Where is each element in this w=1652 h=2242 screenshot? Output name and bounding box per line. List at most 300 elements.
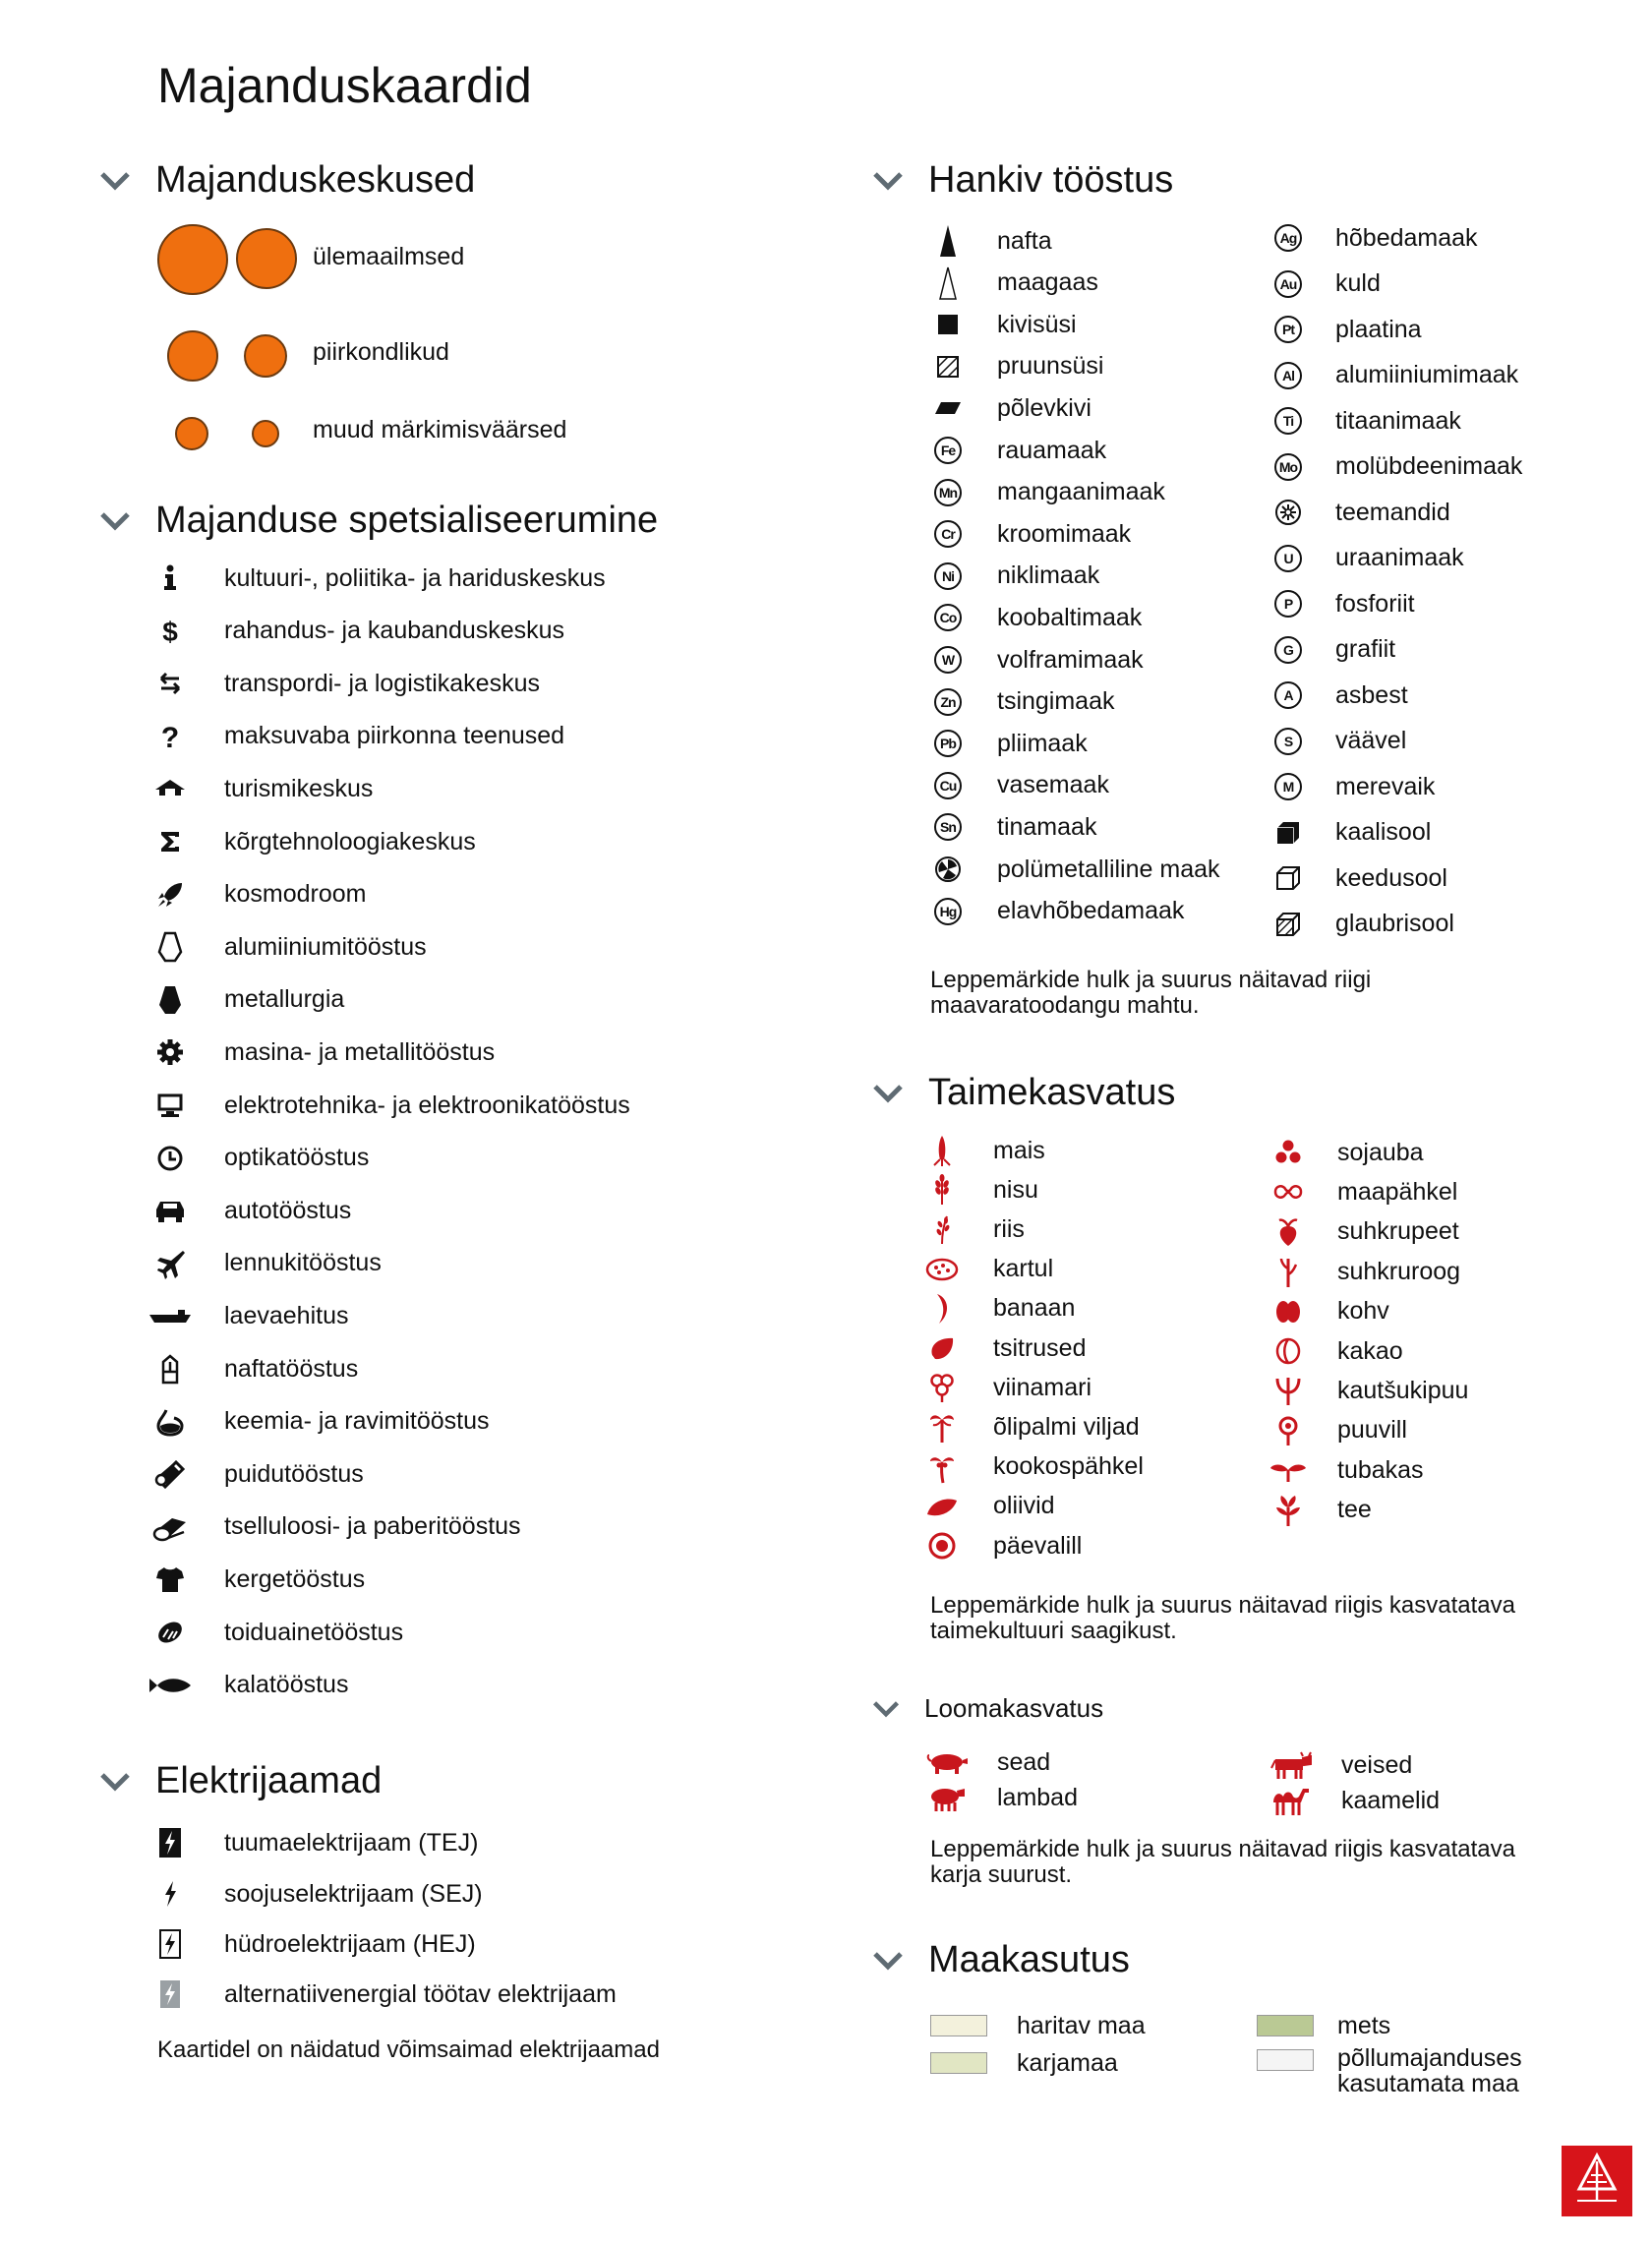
kivisysi-icon bbox=[930, 313, 966, 336]
legend-label: grafiit bbox=[1335, 635, 1396, 663]
crop-item bbox=[924, 1250, 1053, 1289]
crop-item bbox=[924, 1210, 1025, 1249]
legend-label: keedusool bbox=[1335, 863, 1447, 892]
specialization-item bbox=[148, 717, 564, 756]
crop-item bbox=[924, 1289, 1075, 1328]
crop-item bbox=[924, 1170, 1038, 1210]
mineral-symbol-icon: Mn bbox=[930, 479, 966, 506]
cube-dark-icon bbox=[1270, 819, 1306, 847]
thermal-plant-icon bbox=[148, 1877, 193, 1911]
legend-label: viinamari bbox=[993, 1373, 1092, 1401]
mineral-symbol-icon: Au bbox=[1270, 270, 1306, 298]
crop-icon bbox=[1268, 1336, 1308, 1366]
info-icon bbox=[148, 563, 193, 593]
metal-drop-icon bbox=[148, 983, 193, 1017]
question-icon bbox=[148, 722, 193, 751]
shirt-icon bbox=[148, 1564, 193, 1594]
mineral-symbol-icon: Ag bbox=[1270, 224, 1306, 252]
landuse-label: mets bbox=[1337, 2011, 1391, 2039]
legend-label: merevaik bbox=[1335, 772, 1436, 800]
legend-label: piirkondlikud bbox=[313, 338, 449, 366]
legend-label: lennukitööstus bbox=[224, 1249, 382, 1277]
hat-icon bbox=[148, 774, 193, 803]
legend-label: suhkrupeet bbox=[1337, 1217, 1459, 1246]
section-livestock-header[interactable] bbox=[871, 1693, 1103, 1724]
legend-label: hõbedamaak bbox=[1335, 223, 1478, 252]
legend-label: väävel bbox=[1335, 727, 1407, 754]
crop-item bbox=[924, 1526, 1082, 1565]
legend-label: riis bbox=[993, 1214, 1025, 1243]
legend-label: kroomimaak bbox=[997, 519, 1132, 548]
regional-center-dot-large bbox=[167, 330, 218, 382]
gear-icon bbox=[148, 1037, 193, 1067]
chevron-down-icon[interactable] bbox=[871, 164, 905, 198]
chevron-down-icon[interactable] bbox=[871, 1944, 905, 1977]
legend-label: soojuselektrijaam (SEJ) bbox=[224, 1879, 483, 1908]
crop-icon bbox=[1268, 1298, 1308, 1326]
legend-label: puuvill bbox=[1337, 1416, 1407, 1445]
extraction-item bbox=[930, 807, 1096, 847]
section-title: Majanduse spetsialiseerumine bbox=[155, 500, 659, 541]
power-item bbox=[148, 1823, 478, 1862]
extraction-note: Leppemärkide hulk ja suurus näitavad riigi maavaratoodangu mahtu. bbox=[930, 967, 1372, 1019]
extraction-item bbox=[930, 682, 1115, 722]
legend-label: alumiiniumitööstus bbox=[224, 932, 427, 961]
crop-icon bbox=[924, 1134, 960, 1167]
monitor-icon bbox=[148, 1091, 193, 1120]
landuse-item bbox=[1257, 2006, 1390, 2045]
legend-label: polümetalliline maak bbox=[997, 855, 1220, 883]
extraction-item bbox=[930, 305, 1077, 344]
specialization-item bbox=[148, 1402, 490, 1442]
extraction-item bbox=[1270, 722, 1406, 761]
legend-label: plaatina bbox=[1335, 315, 1422, 343]
crop-icon bbox=[924, 1450, 960, 1484]
world-center-dot-large bbox=[157, 224, 228, 295]
extraction-item bbox=[1270, 539, 1464, 578]
other-center-dot bbox=[252, 420, 279, 447]
legend-label: tinamaak bbox=[997, 812, 1097, 841]
legend-label: kalatööstus bbox=[224, 1671, 349, 1699]
legend-label: nafta bbox=[997, 226, 1052, 255]
legend-label: lambad bbox=[997, 1783, 1078, 1811]
mineral-symbol-icon: Pt bbox=[1270, 316, 1306, 343]
crop-item bbox=[1268, 1450, 1424, 1490]
sigma-icon bbox=[148, 827, 193, 856]
extraction-item bbox=[1270, 218, 1478, 258]
landuse-item bbox=[930, 2043, 1118, 2083]
mineral-symbol-icon: A bbox=[1270, 681, 1306, 709]
crop-icon bbox=[1268, 1181, 1308, 1203]
legend-label: turismikeskus bbox=[224, 774, 374, 802]
legend-label: päevalill bbox=[993, 1531, 1083, 1560]
extraction-item bbox=[930, 557, 1099, 596]
extraction-item bbox=[1270, 265, 1381, 304]
legend-label: niklimaak bbox=[997, 561, 1100, 590]
legend-label: kartul bbox=[993, 1255, 1054, 1283]
livestock-item bbox=[1268, 1781, 1440, 1820]
mineral-symbol-icon: Cr bbox=[930, 520, 966, 548]
landuse-swatch bbox=[1257, 2015, 1314, 2036]
alternative-plant-icon bbox=[148, 1977, 193, 2011]
legend-label: kosmodroom bbox=[224, 880, 367, 909]
specialization-item bbox=[148, 769, 373, 808]
extraction-item bbox=[930, 264, 1098, 303]
crop-icon bbox=[1268, 1375, 1308, 1406]
log-icon bbox=[148, 1459, 193, 1489]
flask-icon bbox=[148, 1406, 193, 1438]
crop-icon bbox=[924, 1212, 960, 1246]
mineral-symbol-icon: Zn bbox=[930, 688, 966, 716]
legend-label: muud märkimisväärsed bbox=[313, 416, 567, 443]
nuclear-plant-icon bbox=[148, 1826, 193, 1859]
legend-label: asbest bbox=[1335, 680, 1408, 709]
power-item bbox=[148, 1874, 483, 1914]
extraction-item bbox=[930, 724, 1088, 763]
mineral-symbol-icon: S bbox=[1270, 728, 1306, 755]
legend-label: pruunsüsi bbox=[997, 352, 1104, 381]
crop-icon bbox=[924, 1495, 960, 1518]
legend-label: metallurgia bbox=[224, 985, 345, 1014]
mineral-symbol-icon: Mo bbox=[1270, 453, 1306, 481]
crop-item bbox=[924, 1328, 1086, 1368]
extraction-item bbox=[930, 640, 1144, 679]
mineral-symbol-icon: Fe bbox=[930, 437, 966, 464]
polymetal-icon bbox=[930, 856, 966, 883]
legend-label: rahandus- ja kaubanduskeskus bbox=[224, 617, 565, 645]
crop-item bbox=[1268, 1491, 1372, 1530]
crop-icon bbox=[924, 1410, 960, 1444]
extraction-item bbox=[930, 431, 1106, 470]
cube-hatched-icon bbox=[1270, 911, 1306, 938]
crop-item bbox=[1268, 1172, 1457, 1211]
hydro-plant-icon bbox=[148, 1927, 193, 1961]
extraction-item bbox=[1270, 767, 1435, 806]
legend-label: koobaltimaak bbox=[997, 603, 1143, 631]
legend-label: ülemaailmsed bbox=[313, 243, 465, 270]
legend-label: puidutööstus bbox=[224, 1459, 364, 1488]
legend-label: tuumaelektrijaam (TEJ) bbox=[224, 1828, 479, 1857]
extraction-item bbox=[1270, 858, 1447, 898]
mineral-symbol-icon: Sn bbox=[930, 813, 966, 841]
animal-icon bbox=[1268, 1750, 1314, 1780]
legend-label: alumiiniumimaak bbox=[1335, 361, 1519, 388]
crop-item bbox=[924, 1487, 1055, 1526]
other-center-dot-large bbox=[175, 417, 208, 450]
section-crops-header[interactable] bbox=[871, 1072, 1175, 1114]
crop-icon bbox=[924, 1292, 960, 1326]
legend-label: tsingimaak bbox=[997, 687, 1115, 716]
extraction-item bbox=[1270, 356, 1518, 395]
mineral-symbol-icon: Ti bbox=[1270, 407, 1306, 435]
refinery-icon bbox=[148, 1352, 193, 1386]
specialization-item bbox=[148, 1349, 358, 1388]
landuse-item bbox=[1257, 2045, 1534, 2096]
specialization-item bbox=[148, 664, 540, 703]
mineral-symbol-icon: M bbox=[1270, 773, 1306, 800]
legend-label: suhkruroog bbox=[1337, 1257, 1461, 1285]
legend-label: õlipalmi viljad bbox=[993, 1412, 1140, 1441]
legend-label: fosforiit bbox=[1335, 589, 1415, 618]
legend-label: banaan bbox=[993, 1294, 1076, 1323]
crop-icon bbox=[1268, 1494, 1308, 1527]
landuse-label: karjamaa bbox=[1017, 2048, 1118, 2077]
diamond-icon bbox=[1270, 499, 1306, 526]
crop-item bbox=[1268, 1133, 1424, 1172]
legend-label: oliivid bbox=[993, 1492, 1055, 1520]
specialization-item bbox=[148, 612, 564, 651]
landuse-label: põllumajanduses kasutamata maa bbox=[1337, 2044, 1522, 2097]
fish-icon bbox=[148, 1675, 193, 1696]
crop-item bbox=[924, 1368, 1092, 1407]
legend-label: toiduainetööstus bbox=[224, 1618, 404, 1646]
legend-label: kergetööstus bbox=[224, 1564, 366, 1593]
legend-label: teemandid bbox=[1335, 498, 1450, 526]
aluminium-drop-icon bbox=[148, 930, 193, 964]
section-title: Maakasutus bbox=[928, 1939, 1130, 1980]
mineral-symbol-icon: U bbox=[1270, 545, 1306, 572]
crop-item bbox=[1268, 1212, 1459, 1252]
section-title: Elektrijaamad bbox=[155, 1760, 383, 1801]
extraction-item bbox=[1270, 813, 1431, 853]
crop-icon bbox=[1268, 1255, 1308, 1288]
specialization-item bbox=[148, 822, 476, 861]
extraction-item bbox=[930, 388, 1092, 428]
paper-roll-icon bbox=[148, 1512, 193, 1542]
svg-text:$: $ bbox=[162, 616, 178, 646]
extraction-item bbox=[1270, 905, 1454, 944]
crop-item bbox=[1268, 1411, 1407, 1450]
legend-label: tubakas bbox=[1337, 1455, 1424, 1484]
power-item bbox=[148, 1975, 617, 2014]
legend-label: naftatööstus bbox=[224, 1354, 359, 1383]
legend-label: kookospähkel bbox=[993, 1452, 1144, 1481]
crop-item bbox=[1268, 1331, 1403, 1371]
crop-icon bbox=[924, 1333, 960, 1363]
legend-label: optikatööstus bbox=[224, 1144, 370, 1172]
legend-label: nisu bbox=[993, 1175, 1038, 1204]
specialization-item bbox=[148, 1032, 495, 1072]
crop-icon bbox=[924, 1531, 960, 1561]
section-centers-header[interactable] bbox=[98, 159, 475, 202]
extraction-item bbox=[1270, 493, 1450, 532]
world-center-dot bbox=[236, 228, 297, 289]
section-landuse-header[interactable] bbox=[871, 1939, 1130, 1981]
legend-label: kuld bbox=[1335, 269, 1381, 297]
specialization-item bbox=[148, 1191, 351, 1230]
crop-icon bbox=[1268, 1216, 1308, 1248]
publisher-logo bbox=[1562, 2146, 1632, 2216]
maagaas-icon bbox=[930, 266, 966, 301]
mineral-symbol-icon: Ni bbox=[930, 562, 966, 590]
chevron-down-icon[interactable] bbox=[98, 504, 132, 538]
legend-label: glaubrisool bbox=[1335, 910, 1454, 937]
legend-label: maksuvaba piirkonna teenused bbox=[224, 722, 565, 750]
section-power-header[interactable] bbox=[98, 1760, 382, 1802]
section-title: Loomakasvatus bbox=[924, 1693, 1104, 1723]
specialization-item bbox=[148, 1613, 403, 1652]
chevron-down-icon[interactable] bbox=[98, 1765, 132, 1799]
crops-note: Leppemärkide hulk ja suurus näitavad riigis kasvatatava taimekultuuri saagikust. bbox=[930, 1592, 1515, 1644]
crop-icon bbox=[924, 1173, 960, 1207]
regional-center-dot bbox=[244, 334, 287, 378]
crop-icon bbox=[1268, 1415, 1308, 1446]
crop-item bbox=[1268, 1292, 1389, 1331]
legend-label: kakao bbox=[1337, 1336, 1403, 1365]
animal-icon bbox=[1268, 1785, 1314, 1816]
legend-label: transpordi- ja logistikakeskus bbox=[224, 669, 540, 697]
legend-label: vasemaak bbox=[997, 771, 1109, 799]
legend-label: kaalisool bbox=[1335, 818, 1432, 846]
legend-label: tee bbox=[1337, 1496, 1372, 1524]
specialization-item bbox=[148, 1666, 348, 1705]
legend-label: veised bbox=[1341, 1750, 1413, 1779]
extraction-item bbox=[930, 598, 1142, 637]
legend-label: keemia- ja ravimitööstus bbox=[224, 1407, 490, 1436]
extraction-item bbox=[930, 221, 1052, 261]
rocket-icon bbox=[148, 879, 193, 911]
crop-icon bbox=[924, 1257, 960, 1282]
crop-icon bbox=[1268, 1139, 1308, 1166]
crop-item bbox=[1268, 1371, 1468, 1410]
livestock-item bbox=[924, 1778, 1078, 1817]
legend-label: sojauba bbox=[1337, 1138, 1424, 1166]
specialization-item bbox=[148, 1560, 365, 1599]
livestock-note: Leppemärkide hulk ja suurus näitavad riigis kasvatatava karja suurust. bbox=[930, 1836, 1515, 1888]
legend-label: uraanimaak bbox=[1335, 544, 1464, 571]
legend-label: mais bbox=[993, 1136, 1045, 1164]
legend-label: volframimaak bbox=[997, 645, 1144, 674]
extraction-item bbox=[1270, 310, 1422, 349]
legend-label: tsitrused bbox=[993, 1333, 1087, 1362]
legend-label: kivisüsi bbox=[997, 310, 1077, 338]
airplane-icon bbox=[148, 1248, 193, 1279]
extraction-item bbox=[930, 850, 1220, 889]
crop-icon bbox=[924, 1372, 960, 1403]
legend-label: pliimaak bbox=[997, 729, 1088, 757]
extraction-item bbox=[930, 473, 1165, 512]
section-specialization-header[interactable] bbox=[98, 500, 658, 542]
crop-item bbox=[924, 1407, 1140, 1446]
livestock-item bbox=[1268, 1745, 1412, 1785]
car-icon bbox=[148, 1196, 193, 1225]
legend-label: molübdeenimaak bbox=[1335, 452, 1523, 480]
legend-label: maapähkel bbox=[1337, 1177, 1458, 1206]
livestock-item bbox=[924, 1742, 1050, 1782]
mineral-symbol-icon: W bbox=[930, 646, 966, 674]
mineral-symbol-icon: Hg bbox=[930, 898, 966, 925]
legend-label: põlevkivi bbox=[997, 393, 1092, 422]
pruunsysi-icon bbox=[930, 355, 966, 379]
polevkivi-icon bbox=[930, 400, 966, 416]
legend-label: kõrgtehnoloogiakeskus bbox=[224, 827, 476, 856]
mineral-symbol-icon: G bbox=[1270, 636, 1306, 664]
specialization-item bbox=[148, 1244, 382, 1283]
legend-label: kultuuri-, poliitika- ja hariduskeskus bbox=[224, 563, 606, 592]
legend-label: kautšukipuu bbox=[1337, 1376, 1469, 1404]
specialization-item bbox=[148, 1086, 630, 1125]
mineral-symbol-icon: Al bbox=[1270, 362, 1306, 389]
bread-icon bbox=[148, 1618, 193, 1647]
crop-item bbox=[1268, 1252, 1460, 1291]
section-title: Hankiv tööstus bbox=[928, 159, 1174, 201]
landuse-swatch bbox=[930, 2052, 987, 2074]
power-note: Kaartidel on näidatud võimsaimad elektrijaamad bbox=[157, 2036, 660, 2063]
tree-logo-icon bbox=[1562, 2146, 1632, 2216]
landuse-item bbox=[930, 2006, 1146, 2045]
extraction-item bbox=[1270, 630, 1395, 670]
specialization-item bbox=[148, 1296, 348, 1335]
legend-label: sead bbox=[997, 1747, 1051, 1776]
mineral-symbol-icon: Pb bbox=[930, 730, 966, 757]
extraction-item bbox=[930, 766, 1109, 805]
legend-label: autotööstus bbox=[224, 1196, 352, 1224]
power-item bbox=[148, 1924, 476, 1964]
mineral-symbol-icon: P bbox=[1270, 590, 1306, 618]
extraction-item bbox=[930, 347, 1103, 386]
landuse-swatch bbox=[930, 2015, 987, 2036]
specialization-item bbox=[148, 559, 606, 598]
specialization-item bbox=[148, 875, 367, 914]
legend-label: laevaehitus bbox=[224, 1301, 349, 1329]
landuse-label: haritav maa bbox=[1017, 2011, 1146, 2039]
legend-label: elavhõbedamaak bbox=[997, 897, 1185, 925]
extraction-item bbox=[1270, 676, 1408, 715]
animal-icon bbox=[924, 1783, 970, 1812]
legend-label: kohv bbox=[1337, 1297, 1389, 1326]
extraction-item bbox=[930, 892, 1184, 931]
clock-icon bbox=[148, 1144, 193, 1173]
specialization-item bbox=[148, 1139, 369, 1178]
legend-label: elektrotehnika- ja elektroonikatööstus bbox=[224, 1091, 630, 1119]
chevron-down-icon[interactable] bbox=[871, 1077, 905, 1110]
legend-label: titaanimaak bbox=[1335, 406, 1461, 435]
mineral-symbol-icon: Co bbox=[930, 604, 966, 631]
cube-light-icon bbox=[1270, 864, 1306, 892]
svg-text:?: ? bbox=[160, 721, 180, 751]
extraction-item bbox=[930, 514, 1131, 554]
landuse-swatch bbox=[1257, 2049, 1314, 2071]
legend-label: rauamaak bbox=[997, 436, 1107, 464]
nafta-icon bbox=[930, 223, 966, 259]
legend-label: hüdroelektrijaam (HEJ) bbox=[224, 1929, 476, 1958]
specialization-item bbox=[148, 1454, 364, 1494]
legend-label: kaamelid bbox=[1341, 1786, 1441, 1814]
dollar-icon bbox=[148, 617, 193, 646]
chevron-down-icon[interactable] bbox=[871, 1694, 901, 1724]
extraction-item bbox=[1270, 447, 1522, 487]
extraction-item bbox=[1270, 401, 1461, 441]
specialization-item bbox=[148, 1507, 521, 1547]
crop-icon bbox=[1268, 1456, 1308, 1484]
transfer-arrows-icon bbox=[148, 669, 193, 698]
specialization-item bbox=[148, 927, 427, 967]
legend-label: masina- ja metallitööstus bbox=[224, 1037, 496, 1066]
section-extraction-header[interactable] bbox=[871, 159, 1173, 202]
crop-item bbox=[924, 1131, 1045, 1170]
legend-label: alternatiivenergial töötav elektrijaam bbox=[224, 1979, 617, 2008]
section-title: Majanduskeskused bbox=[155, 159, 476, 201]
extraction-item bbox=[1270, 584, 1415, 623]
specialization-item bbox=[148, 980, 344, 1020]
legend-label: tselluloosi- ja paberitööstus bbox=[224, 1512, 521, 1541]
animal-icon bbox=[924, 1749, 970, 1775]
section-title: Taimekasvatus bbox=[928, 1072, 1176, 1113]
ship-icon bbox=[148, 1304, 193, 1328]
chevron-down-icon[interactable] bbox=[98, 164, 132, 198]
page-title: Majanduskaardid bbox=[157, 58, 532, 113]
mineral-symbol-icon: Cu bbox=[930, 772, 966, 799]
